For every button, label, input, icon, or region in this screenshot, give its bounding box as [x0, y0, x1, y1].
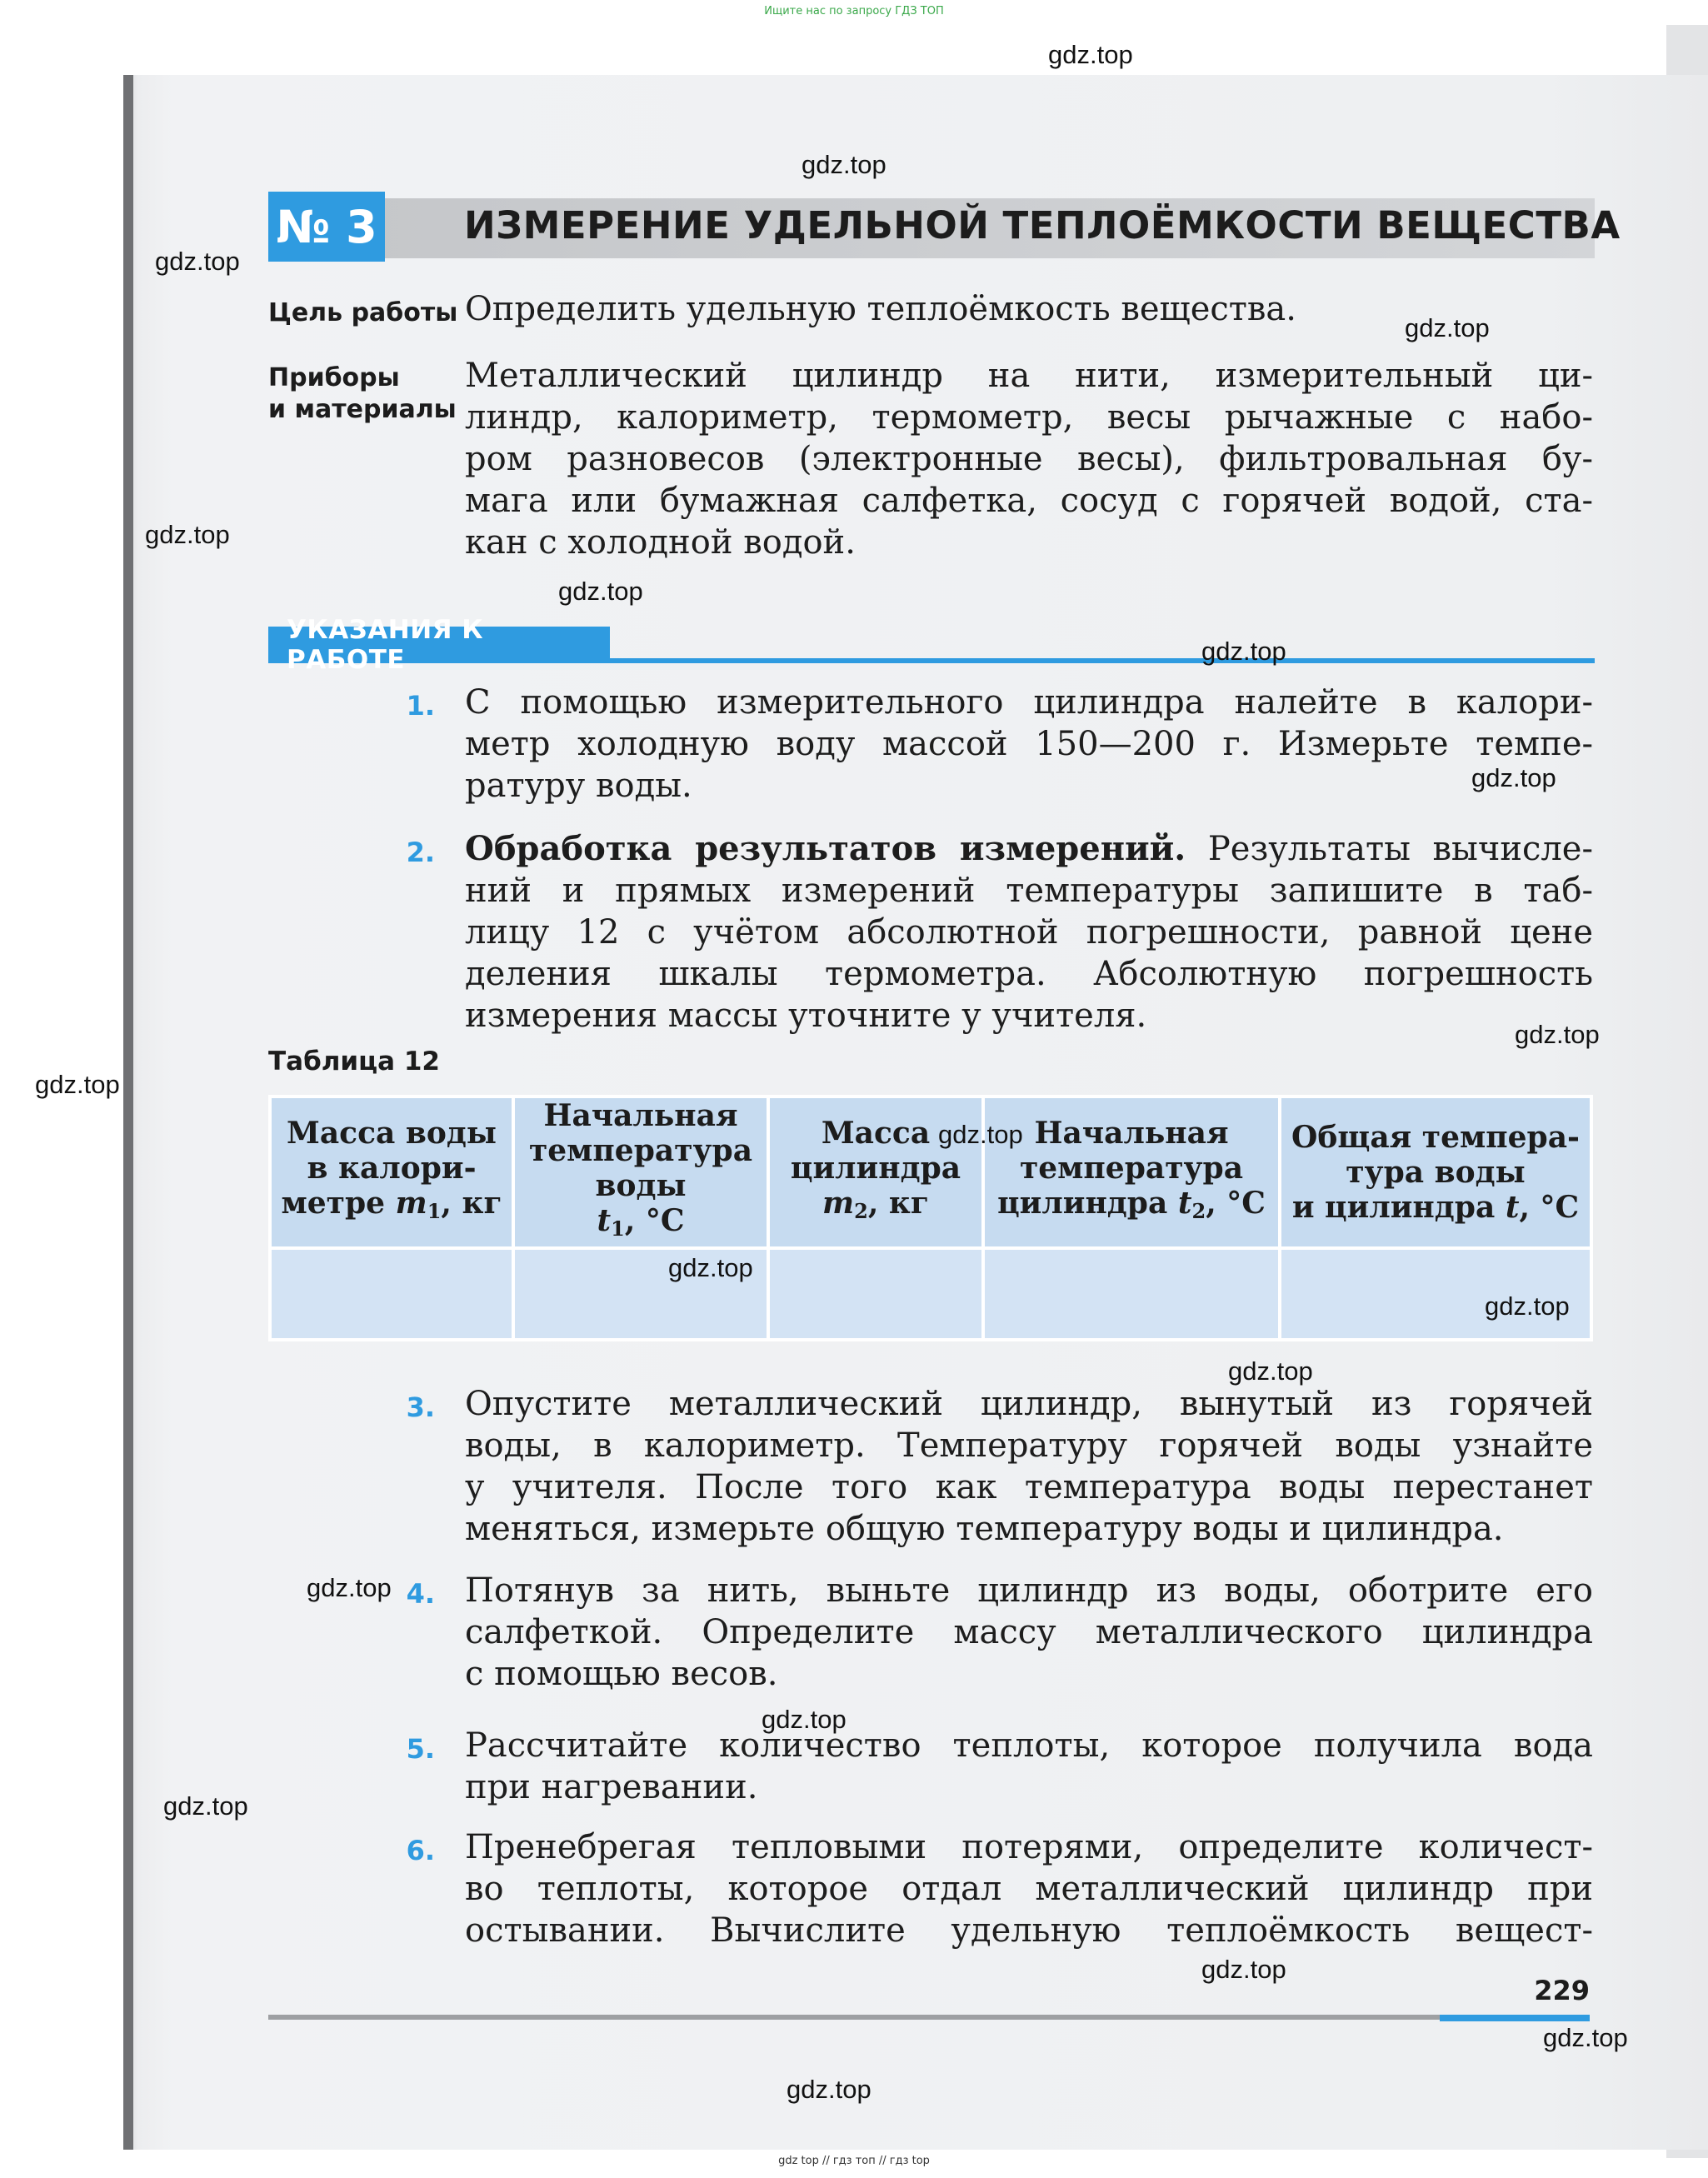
- table-cell: [768, 1248, 983, 1340]
- equipment-line: линдр, калориметр, термометр, весы рычажные с набо-: [465, 398, 1593, 437]
- step-line: лицу 12 с учётом абсолютной погрешности, равной цене: [465, 913, 1593, 952]
- step-text: [465, 1383, 1593, 1550]
- step-text: [465, 828, 1593, 1037]
- column-header: Масса цилиндра $m_2$, кг: [768, 1096, 983, 1248]
- step-line: во теплоты, которое отдал металлический цилиндр при: [465, 1870, 1593, 1908]
- lab-number: № 3: [268, 192, 385, 262]
- bottom-note: gdz top // гдз топ // гдз top: [778, 2155, 930, 2167]
- column-header: Начальная температура цилиндра $t_2$, °C: [983, 1096, 1280, 1248]
- watermark: gdz.top: [668, 1253, 753, 1282]
- step-line: меняться, измерьте общую температуру воды и цилиндра.: [465, 1510, 1504, 1548]
- step-number: 1.: [406, 690, 435, 722]
- step-line: измерения массы уточните у учителя.: [465, 997, 1147, 1035]
- step-line: Потянув за нить, выньте цилиндр из воды, оботрите его: [465, 1571, 1593, 1610]
- page-number: 229: [1534, 1975, 1590, 2006]
- watermark: gdz.top: [1201, 637, 1286, 666]
- watermark: gdz.top: [1471, 763, 1556, 792]
- step-line: у учителя. После того как температура воды перестанет: [465, 1468, 1593, 1506]
- step-line: с помощью весов.: [465, 1655, 778, 1693]
- step-bold-heading: Обработка результатов измерений.: [465, 829, 1186, 868]
- watermark: gdz.top: [1405, 313, 1490, 342]
- step-line: при нагревании.: [465, 1768, 758, 1806]
- watermark: gdz.top: [145, 520, 230, 549]
- watermark: gdz.top: [1201, 1955, 1286, 1984]
- watermark: gdz.top: [802, 150, 886, 179]
- goal-label: Цель работы: [268, 298, 458, 327]
- step-text: [465, 682, 1593, 807]
- step-line: метр холодную воду массой 150—200 г. Измерьте темпе-: [465, 725, 1593, 763]
- table-caption: Таблица 12: [268, 1047, 440, 1077]
- step-number: 2.: [406, 837, 435, 868]
- watermark: gdz.top: [1515, 1020, 1600, 1049]
- watermark: gdz.top: [1543, 2023, 1628, 2052]
- step-line: салфеткой. Определите массу металлического цилиндра: [465, 1613, 1593, 1651]
- step-line: воды, в калориметр. Температуру горячей воды узнайте: [465, 1426, 1593, 1465]
- equipment-label-1: Приборы: [268, 363, 400, 392]
- step-line: С помощью измерительного цилиндра налейте в калори-: [465, 683, 1593, 722]
- step-line-first: [465, 828, 1593, 870]
- step-text: [465, 1725, 1593, 1808]
- step-number: 4.: [406, 1578, 435, 1610]
- watermark: gdz.top: [787, 2075, 871, 2104]
- step-text: [465, 1826, 1593, 1951]
- watermark: gdz.top: [1228, 1356, 1313, 1386]
- equipment-line: кан с холодной водой.: [465, 523, 856, 562]
- equipment-label-2: и материалы: [268, 395, 457, 424]
- step-line: Рассчитайте количество теплоты, которое получила вода: [465, 1726, 1593, 1765]
- step-text: [465, 1570, 1593, 1695]
- watermark: gdz.top: [155, 247, 240, 276]
- step-line: ний и прямых измерений температуры запишите в таб-: [465, 872, 1593, 910]
- watermark: gdz.top: [938, 1120, 1023, 1149]
- watermark: gdz.top: [1485, 1291, 1570, 1321]
- step-line: деления шкалы термометра. Абсолютную погрешность: [465, 955, 1593, 993]
- watermark: gdz.top: [163, 1791, 248, 1821]
- footer-accent: [1440, 2015, 1590, 2021]
- section-heading: УКАЗАНИЯ К РАБОТЕ: [268, 627, 610, 663]
- page-title: ИЗМЕРЕНИЕ УДЕЛЬНОЙ ТЕПЛОЁМКОСТИ ВЕЩЕСТВА: [464, 203, 1621, 247]
- footer-rule: [268, 2015, 1440, 2020]
- step-line: Опустите металлический цилиндр, вынутый из горячей: [465, 1385, 1593, 1423]
- step-line: Результаты вычисле-: [1186, 830, 1593, 868]
- step-number: 6.: [406, 1835, 435, 1866]
- table-cell: [270, 1248, 513, 1340]
- page-spine: [123, 75, 133, 2150]
- table-cell: [983, 1248, 1280, 1340]
- watermark: gdz.top: [1048, 40, 1133, 69]
- step-line: остывании. Вычислите удельную теплоёмкость вещест-: [465, 1911, 1593, 1950]
- column-header: Общая темпера- тура воды и цилиндра t, °C: [1280, 1096, 1591, 1248]
- top-note: Ищите нас по запросу ГДЗ ТОП: [764, 5, 944, 17]
- step-line: Пренебрегая тепловыми потерями, определите количест-: [465, 1828, 1593, 1866]
- equipment-line: ром разновесов (электронные весы), фильтровальная бу-: [465, 440, 1593, 478]
- watermark: gdz.top: [762, 1705, 847, 1734]
- step-line: ратуру воды.: [465, 767, 692, 805]
- equipment-text: [465, 355, 1593, 563]
- step-number: 5.: [406, 1733, 435, 1765]
- table-row: [270, 1248, 1591, 1340]
- equipment-line: мага или бумажная салфетка, сосуд с горячей водой, ста-: [465, 482, 1593, 520]
- column-header: Начальная температура воды $t_1$, °C: [513, 1096, 768, 1248]
- goal-text: Определить удельную теплоёмкость вещества.: [465, 290, 1296, 328]
- watermark: gdz.top: [35, 1070, 120, 1099]
- equipment-line: Металлический цилиндр на нити, измерительный ци-: [465, 357, 1593, 395]
- watermark: gdz.top: [307, 1573, 392, 1602]
- watermark: gdz.top: [558, 577, 643, 606]
- table-header-row: [270, 1096, 1591, 1248]
- column-header: Масса воды в калори- метре $m_1$, кг: [270, 1096, 513, 1248]
- step-number: 3.: [406, 1391, 435, 1423]
- data-table: [268, 1095, 1593, 1341]
